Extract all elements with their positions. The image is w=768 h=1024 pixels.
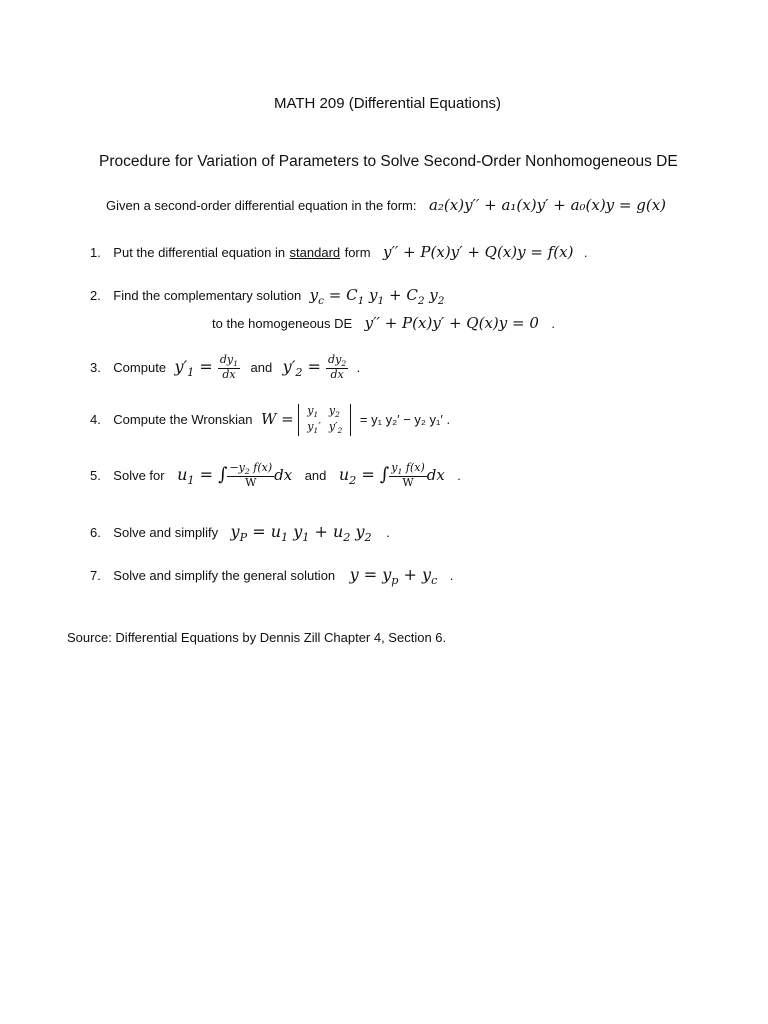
step-number: 6. <box>90 525 101 540</box>
step-2 <box>90 286 444 307</box>
step-text: Solve and simplify the general solution <box>113 568 336 583</box>
step-number: 5. <box>90 467 101 483</box>
source-citation: Source: Differential Equations by Dennis Zill Chapter 4, Section 6. <box>67 630 447 645</box>
step-period: . <box>386 525 390 540</box>
step-text: to the homogeneous DE <box>212 316 353 331</box>
step-1 <box>90 243 588 262</box>
step-2-line-2 <box>212 314 555 333</box>
step-text: Put the differential equation in <box>113 245 286 260</box>
step-3 <box>90 354 360 381</box>
and-text: and <box>304 467 327 483</box>
step-number: 7. <box>90 568 101 583</box>
and-text: and <box>250 359 273 375</box>
step-period: . <box>583 245 588 260</box>
step-number: 4. <box>90 412 101 428</box>
step-4 <box>90 404 450 436</box>
general-solution-equation: $y = y_p + y_c$ <box>349 565 438 588</box>
step-number: 2. <box>90 288 101 303</box>
step-equation: y′′ + P(x)y′ + Q(x)y = f(x) <box>383 243 574 261</box>
step-5 <box>90 462 461 489</box>
derivative-y2: $y'_2$ = $\frac{dy_2}{dx}$ <box>282 353 347 382</box>
step-7 <box>90 565 453 587</box>
homogeneous-equation: y′′ + P(x)y′ + Q(x)y = 0 <box>364 314 539 332</box>
particular-solution-equation: $y_P = u_1$ $y_1 + u_2$ $y_2$ <box>230 522 372 545</box>
complementary-solution-equation: $y_c = C_1$ $y_1 + C_2$ $y_2$ <box>309 286 445 307</box>
step-period: . <box>356 359 361 375</box>
step-text: Compute the Wronskian <box>113 412 253 428</box>
given-line <box>106 196 666 215</box>
step-number: 3. <box>90 359 101 375</box>
wronskian-symbol: W = <box>260 410 294 429</box>
step-6 <box>90 522 390 544</box>
step-text: Find the complementary solution <box>113 288 302 303</box>
wronskian-determinant: $y_1$ $y_2$ $y_1'$ $y'_2$ <box>298 404 351 436</box>
given-text: Given a second-order differential equation in the form: <box>106 198 417 213</box>
step-period: . <box>551 316 555 331</box>
step-period: . <box>449 568 454 583</box>
wronskian-result: = y₁ y₂′ − y₂ y₁′ . <box>359 412 451 428</box>
procedure-title: Procedure for Variation of Parameters to Solve Second-Order Nonhomogeneous DE <box>99 153 678 170</box>
u1-formula: $u_1$ = ∫ $\frac{-y_2 f(x)}{W}$ dx <box>177 461 293 490</box>
step-text: Compute <box>113 359 167 375</box>
step-text: Solve for <box>113 467 165 483</box>
step-text-after: form <box>344 245 371 260</box>
derivative-y1: $y'_1$ = $\frac{dy_1}{dx}$ <box>174 353 239 382</box>
step-period: . <box>457 467 461 483</box>
step-underlined-word: standard <box>289 245 341 260</box>
given-equation: a₂(x)y′′ + a₁(x)y′ + a₀(x)y = g(x) <box>428 196 667 214</box>
step-number: 1. <box>90 245 101 260</box>
course-title: MATH 209 (Differential Equations) <box>274 95 502 112</box>
u2-formula: $u_2$ = ∫ $\frac{y_1 f(x)}{W}$ dx <box>338 461 445 490</box>
step-text: Solve and simplify <box>113 525 219 540</box>
